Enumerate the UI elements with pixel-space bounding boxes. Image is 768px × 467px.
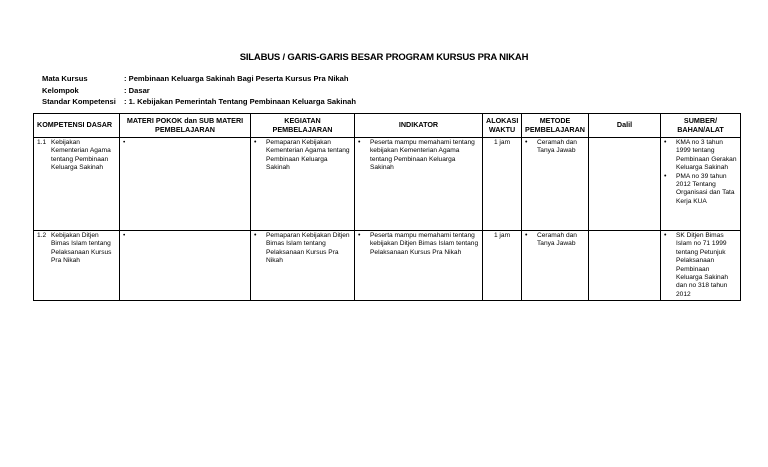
cell-kegiatan (251, 138, 355, 231)
cell-materi (120, 138, 251, 231)
cell-sumber (661, 138, 741, 231)
header-kegiatan: KEGIATAN PEMBELAJARAN (251, 114, 355, 138)
row-number: 1.1 (37, 139, 47, 146)
cell-kompetensi (34, 138, 120, 231)
table-row (34, 231, 741, 301)
row-number: 1.2 (37, 232, 47, 239)
bullet-icon: • (664, 139, 667, 146)
document-title: SILABUS / GARIS-GARIS BESAR PROGRAM KURSUS PRA NIKAH (239, 52, 529, 63)
meta-row-standar-kompetensi (42, 96, 356, 108)
course-meta (42, 73, 356, 108)
cell-sumber (661, 231, 741, 301)
bullet-icon: • (525, 232, 528, 239)
cell-alokasi: 1 jam (483, 138, 522, 231)
bullet-icon: • (358, 232, 361, 239)
cell-materi (120, 231, 251, 301)
kompetensi-text: Kebijakan Ditjen Bimas Islam tentang Pelaksanaan Kursus Pra Nikah (51, 232, 112, 265)
cell-metode (522, 231, 589, 301)
meta-value: : Pembinaan Keluarga Sakinah Bagi Peserta Kursus Pra Nikah (124, 74, 349, 84)
bullet-icon: • (123, 232, 126, 239)
syllabus-table (33, 113, 741, 301)
meta-label: Kelompok (42, 85, 79, 95)
cell-dalil (589, 231, 661, 301)
indikator-text: Peserta mampu memahami tentang kebijakan Kementerian Agama tentang Pembinaan Keluarga Sakinah (370, 139, 475, 172)
sumber-text: SK Ditjen Bimas Islam no 71 1999 tentang Petunjuk Pelaksanaan Pembinaan Keluarga Sakinah dan no 318 tahun 2012 (676, 232, 729, 298)
cell-alokasi: 1 jam (483, 231, 522, 301)
bullet-icon: • (664, 172, 667, 180)
bullet-icon: • (123, 139, 126, 146)
header-materi: MATERI POKOK dan SUB MATERI PEMBELAJARAN (120, 114, 251, 138)
cell-indikator (355, 138, 483, 231)
cell-dalil (589, 138, 661, 231)
kegiatan-text: Pemaparan Kebijakan Ditjen Bimas Islam tentang Pelaksanaan Kursus Pra Nikah (266, 232, 350, 265)
cell-indikator (355, 231, 483, 301)
meta-value: : Dasar (124, 85, 150, 95)
meta-label: Standar Kompetensi (42, 97, 116, 107)
table-row (34, 138, 741, 231)
header-indikator: INDIKATOR (355, 114, 483, 138)
indikator-text: Peserta mampu memahami tentang kebijakan Ditjen Bimas Islam tentang Pelaksanaan Kursus Pra Nikah (370, 232, 479, 256)
bullet-icon: • (254, 139, 257, 146)
meta-row-kelompok (42, 85, 356, 97)
kompetensi-text: Kebijakan Kementerian Agama tentang Pembinaan Keluarga Sakinah (51, 139, 111, 172)
header-sumber: SUMBER/ BAHAN/ALAT (661, 114, 741, 138)
meta-row-mata-kursus (42, 73, 356, 85)
header-dalil: Dalil (589, 114, 661, 138)
bullet-icon: • (664, 232, 667, 239)
metode-text: Ceramah dan Tanya Jawab (537, 139, 577, 155)
meta-label: Mata Kursus (42, 74, 88, 84)
table-header-row (34, 114, 741, 138)
bullet-icon: • (525, 139, 528, 146)
sumber-text: KMA no 3 tahun 1999 tentang Pembinaan Gerakan Keluarga Sakinah (676, 139, 737, 172)
sumber-text: PMA no 39 tahun 2012 Tentang Organisasi dan Tata Kerja KUA (676, 172, 735, 205)
bullet-icon: • (358, 139, 361, 146)
header-metode: METODE PEMBELAJARAN (522, 114, 589, 138)
cell-kompetensi (34, 231, 120, 301)
metode-text: Ceramah dan Tanya Jawab (537, 232, 577, 248)
cell-kegiatan (251, 231, 355, 301)
kegiatan-text: Pemaparan Kebijakan Kementerian Agama tentang Pembinaan Keluarga Sakinah (266, 139, 350, 172)
header-alokasi: ALOKASI WAKTU (483, 114, 522, 138)
cell-metode (522, 138, 589, 231)
bullet-icon: • (254, 232, 257, 239)
header-kompetensi: KOMPETENSI DASAR (34, 114, 120, 138)
meta-value: : 1. Kebijakan Pemerintah Tentang Pembinaan Keluarga Sakinah (124, 97, 356, 107)
